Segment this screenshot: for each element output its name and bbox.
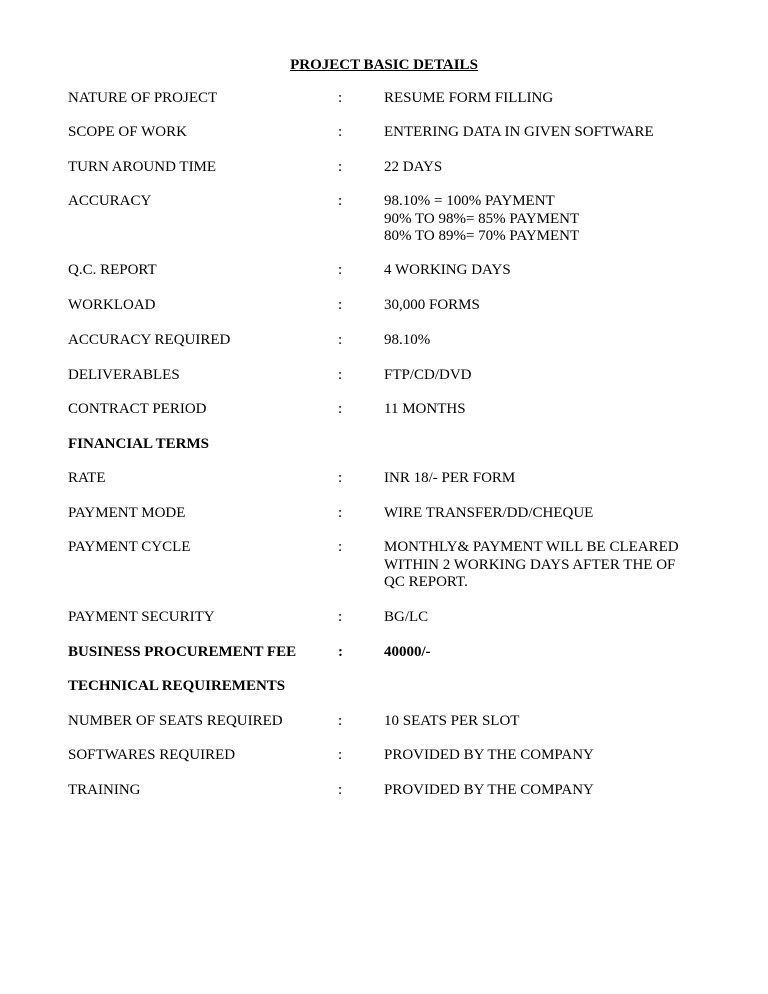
value-line: WIRE TRANSFER/DD/CHEQUE: [384, 505, 594, 521]
row-label: TRAINING: [68, 782, 141, 798]
row-value: [384, 609, 704, 627]
row-colon: :: [338, 644, 343, 660]
row-value: [384, 401, 704, 419]
section-heading: TECHNICAL REQUIREMENTS: [68, 678, 286, 694]
row-value: [384, 539, 704, 592]
row-colon: :: [338, 401, 343, 417]
row-colon: :: [338, 332, 343, 348]
row-label: DELIVERABLES: [68, 367, 180, 383]
row-value: [384, 644, 704, 662]
value-line: BG/LC: [384, 609, 429, 625]
row-colon: :: [338, 539, 343, 555]
value-line: QC REPORT.: [384, 574, 468, 590]
value-line: INR 18/- PER FORM: [384, 470, 516, 486]
row-label: PAYMENT CYCLE: [68, 539, 191, 555]
value-line: RESUME FORM FILLING: [384, 90, 554, 106]
row-colon: :: [338, 747, 343, 763]
row-label: ACCURACY: [68, 193, 152, 209]
row-label: SCOPE OF WORK: [68, 124, 187, 140]
row-value: [384, 747, 704, 765]
value-line: MONTHLY& PAYMENT WILL BE CLEARED: [384, 539, 679, 555]
row-colon: :: [338, 505, 343, 521]
value-line: PROVIDED BY THE COMPANY: [384, 747, 594, 763]
row-colon: :: [338, 297, 343, 313]
row-value: [384, 713, 704, 731]
row-label: NUMBER OF SEATS REQUIRED: [68, 713, 283, 729]
row-colon: :: [338, 90, 343, 106]
row-label: Q.C. REPORT: [68, 262, 157, 278]
row-colon: :: [338, 609, 343, 625]
value-line: 4 WORKING DAYS: [384, 262, 511, 278]
value-line: 11 MONTHS: [384, 401, 466, 417]
row-value: [384, 90, 704, 108]
value-line: WITHIN 2 WORKING DAYS AFTER THE OF: [384, 556, 676, 573]
value-line: 98.10%: [384, 332, 431, 348]
row-label: TURN AROUND TIME: [68, 159, 217, 175]
row-label: WORKLOAD: [68, 297, 156, 313]
value-line: 40000/-: [384, 644, 431, 660]
value-line: 30,000 FORMS: [384, 297, 480, 313]
row-colon: :: [338, 713, 343, 729]
row-colon: :: [338, 193, 343, 209]
value-line: 90% TO 98%= 85% PAYMENT: [384, 210, 580, 227]
row-colon: :: [338, 367, 343, 383]
row-label: ACCURACY REQUIRED: [68, 332, 231, 348]
row-value: [384, 505, 704, 523]
row-colon: :: [338, 159, 343, 175]
row-label: BUSINESS PROCUREMENT FEE: [68, 644, 297, 660]
row-value: [384, 470, 704, 488]
row-colon: :: [338, 782, 343, 798]
row-label: SOFTWARES REQUIRED: [68, 747, 236, 763]
value-line: PROVIDED BY THE COMPANY: [384, 782, 594, 798]
row-label: PAYMENT MODE: [68, 505, 186, 521]
section-heading: FINANCIAL TERMS: [68, 436, 209, 452]
row-label: RATE: [68, 470, 106, 486]
row-label: NATURE OF PROJECT: [68, 90, 218, 106]
row-value: [384, 367, 704, 385]
row-value: [384, 297, 704, 315]
row-label: CONTRACT PERIOD: [68, 401, 207, 417]
document-title: PROJECT BASIC DETAILS: [290, 57, 478, 73]
value-line: FTP/CD/DVD: [384, 367, 472, 383]
value-line: 10 SEATS PER SLOT: [384, 713, 520, 729]
row-value: [384, 782, 704, 800]
row-colon: :: [338, 470, 343, 486]
row-colon: :: [338, 124, 343, 140]
row-value: [384, 159, 704, 177]
row-value: [384, 124, 704, 142]
value-line: 80% TO 89%= 70% PAYMENT: [384, 228, 580, 244]
value-line: 98.10% = 100% PAYMENT: [384, 193, 555, 209]
row-value: [384, 193, 704, 246]
row-label: PAYMENT SECURITY: [68, 609, 215, 625]
value-line: ENTERING DATA IN GIVEN SOFTWARE: [384, 124, 654, 140]
value-line: 22 DAYS: [384, 159, 443, 175]
row-value: [384, 332, 704, 350]
row-colon: :: [338, 262, 343, 278]
row-value: [384, 262, 704, 280]
